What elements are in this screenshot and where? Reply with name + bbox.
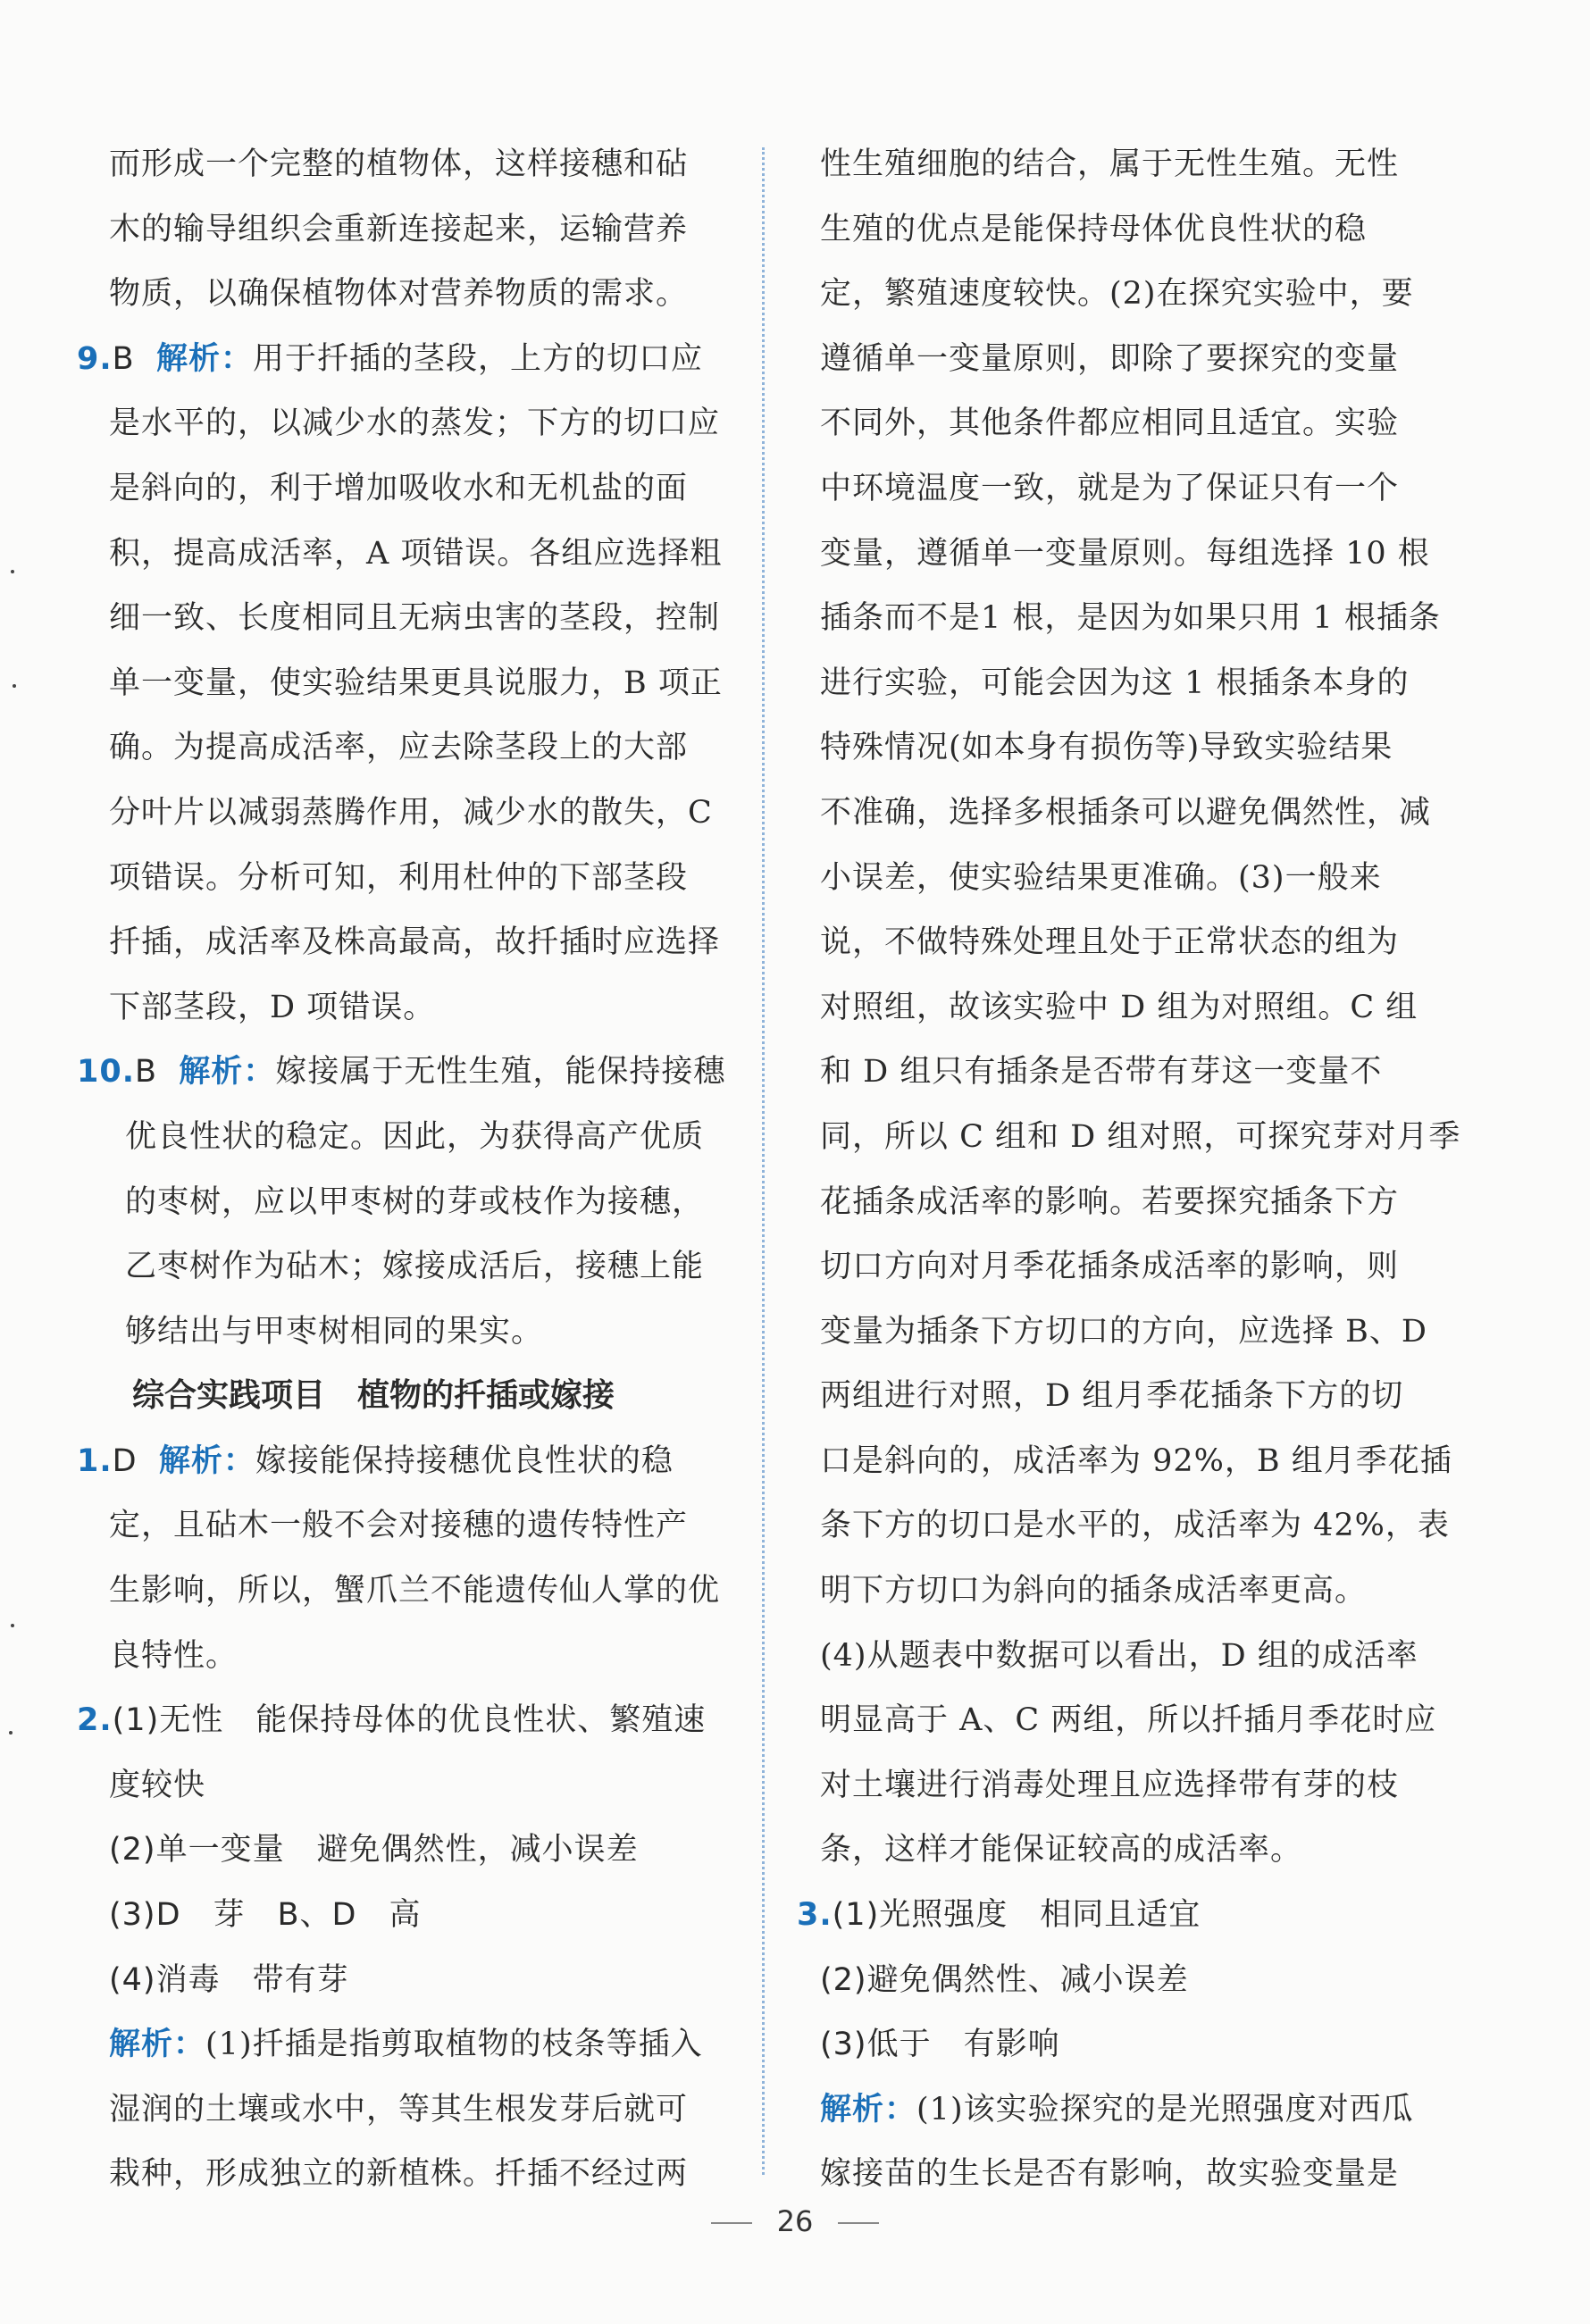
scan-speck bbox=[11, 570, 14, 573]
question-1 bbox=[77, 1429, 734, 1494]
text-line: 不同外，其他条件都应相同且适宜。实验 bbox=[820, 405, 1400, 442]
question-number: 1. bbox=[77, 1442, 113, 1479]
answer: B bbox=[112, 340, 135, 377]
scan-speck bbox=[13, 684, 16, 688]
question-number: 9. bbox=[77, 340, 113, 377]
text-line: 扦插，成活率及株高最高，故扦插时应选择 bbox=[109, 924, 721, 961]
text-line: 切口方向对月季花插条成活率的影响，则 bbox=[820, 1249, 1400, 1285]
analysis-line bbox=[100, 2012, 734, 2077]
page-number: 26 bbox=[776, 2204, 814, 2238]
text-line: 特殊情况(如本身有损伤等)导致实验结果 bbox=[820, 730, 1393, 766]
text-line: 说，不做特殊处理且处于正常状态的组为 bbox=[820, 924, 1400, 961]
text-line: 明显高于 A、C 两组，所以扦插月季花时应 bbox=[820, 1702, 1437, 1739]
question-9 bbox=[77, 327, 734, 392]
text-line: 而形成一个完整的植物体，这样接穗和砧 bbox=[109, 146, 689, 182]
question-2 bbox=[77, 1688, 734, 1753]
page-footer bbox=[0, 2204, 1590, 2238]
scan-speck bbox=[11, 1624, 14, 1627]
text-line: 两组进行对照，D 组月季花插条下方的切 bbox=[820, 1378, 1404, 1415]
text-line: 条，这样才能保证较高的成活率。 bbox=[820, 1832, 1303, 1868]
text-line: 湿润的土壤或水中，等其生根发芽后就可 bbox=[109, 2091, 689, 2128]
text-line: 下部茎段，D 项错误。 bbox=[109, 989, 436, 1025]
footer-dash bbox=[838, 2222, 879, 2224]
text-line: 对照组，故该实验中 D 组为对照组。C 组 bbox=[820, 989, 1418, 1025]
text-line: (1)扦插是指剪取植物的枝条等插入 bbox=[205, 2027, 703, 2063]
answer-line: (3)低于 有影响 bbox=[820, 2027, 1060, 2063]
text-line: 生殖的优点是能保持母体优良性状的稳 bbox=[820, 211, 1368, 247]
analysis-label: 解析： bbox=[179, 1054, 276, 1091]
text-line: 物质，以确保植物体对营养物质的需求。 bbox=[109, 276, 689, 313]
analysis-label: 解析： bbox=[109, 2027, 206, 2063]
answer: B bbox=[135, 1054, 158, 1091]
answer-line: (1)无性 能保持母体的优良性状、繁殖速 bbox=[112, 1702, 707, 1739]
footer-dash bbox=[711, 2222, 752, 2224]
answer-line: (2)避免偶然性、减小误差 bbox=[820, 1961, 1189, 1998]
text-line: 不准确，选择多根插条可以避免偶然性，减 bbox=[820, 794, 1432, 831]
text-line: 定，繁殖速度较快。(2)在探究实验中，要 bbox=[820, 276, 1414, 313]
text-line: 项错误。分析可知，利用杜仲的下部茎段 bbox=[109, 859, 689, 896]
left-column bbox=[77, 132, 734, 2207]
analysis-label: 解析： bbox=[820, 2091, 917, 2128]
text-line: 定，且砧木一般不会对接穗的遗传特性产 bbox=[109, 1508, 689, 1544]
text-line: 口是斜向的，成活率为 92%，B 组月季花插 bbox=[820, 1442, 1452, 1479]
question-number: 2. bbox=[77, 1702, 113, 1739]
question-3 bbox=[797, 1883, 1454, 1948]
section-title: 综合实践项目 植物的扦插或嫁接 bbox=[132, 1377, 615, 1415]
analysis-label: 解析： bbox=[158, 1442, 255, 1479]
text-line: 嫁接苗的生长是否有影响，故实验变量是 bbox=[820, 2156, 1400, 2193]
text-line: 嫁接属于无性生殖，能保持接穗 bbox=[275, 1054, 726, 1091]
text-line: 花插条成活率的影响。若要探究插条下方 bbox=[820, 1183, 1400, 1220]
analysis-line bbox=[820, 2077, 1454, 2143]
text-line: 良特性。 bbox=[109, 1637, 238, 1674]
right-column bbox=[797, 132, 1461, 2207]
text-line: 单一变量，使实验结果更具说服力，B 项正 bbox=[109, 665, 723, 701]
text-line: 变量为插条下方切口的方向，应选择 B、D bbox=[820, 1313, 1427, 1350]
text-line: 小误差，使实验结果更准确。(3)一般来 bbox=[820, 859, 1382, 896]
text-line: 同，所以 C 组和 D 组对照，可探究芽对月季 bbox=[820, 1118, 1461, 1155]
answer-line: 度较快 bbox=[109, 1767, 206, 1803]
column-divider bbox=[762, 147, 765, 2175]
answer: D bbox=[112, 1442, 138, 1479]
text-line: 分叶片以减弱蒸腾作用，减少水的散失，C bbox=[109, 794, 713, 831]
text-line: 条下方的切口是水平的，成活率为 42%，表 bbox=[820, 1508, 1450, 1544]
text-line: 明下方切口为斜向的插条成活率更高。 bbox=[820, 1573, 1368, 1609]
text-line: 积，提高成活率，A 项错误。各组应选择粗 bbox=[109, 535, 723, 572]
text-line: 中环境温度一致，就是为了保证只有一个 bbox=[820, 470, 1400, 506]
text-line: 遵循单一变量原则，即除了要探究的变量 bbox=[820, 340, 1400, 377]
text-line: (4)从题表中数据可以看出，D 组的成活率 bbox=[820, 1637, 1418, 1674]
answer-line: (2)单一变量 避免偶然性，减小误差 bbox=[109, 1832, 639, 1868]
text-line: 栽种，形成独立的新植株。扦插不经过两 bbox=[109, 2156, 689, 2193]
text-line: 和 D 组只有插条是否带有芽这一变量不 bbox=[820, 1054, 1383, 1091]
text-line: 生影响，所以，蟹爪兰不能遗传仙人掌的优 bbox=[109, 1573, 721, 1609]
answer-line: (1)光照强度 相同且适宜 bbox=[832, 1897, 1201, 1934]
text-line: 木的输导组织会重新连接起来，运输营养 bbox=[109, 211, 689, 247]
text-line: 插条而不是1 根，是因为如果只用 1 根插条 bbox=[820, 600, 1441, 637]
text-line: 变量，遵循单一变量原则。每组选择 10 根 bbox=[820, 535, 1430, 572]
text-line: 乙枣树作为砧木；嫁接成活后，接穗上能 bbox=[125, 1249, 705, 1285]
question-10 bbox=[77, 1040, 734, 1105]
text-line: 对土壤进行消毒处理且应选择带有芽的枝 bbox=[820, 1767, 1400, 1803]
scan-speck bbox=[9, 1731, 13, 1735]
text-line: (1)该实验探究的是光照强度对西瓜 bbox=[916, 2091, 1414, 2128]
analysis-label: 解析： bbox=[155, 340, 253, 377]
question-number: 10. bbox=[77, 1054, 136, 1091]
text-line: 进行实验，可能会因为这 1 根插条本身的 bbox=[820, 665, 1410, 701]
text-line: 嫁接能保持接穗优良性状的稳 bbox=[255, 1442, 674, 1479]
text-line: 性生殖细胞的结合，属于无性生殖。无性 bbox=[820, 146, 1400, 182]
text-line: 细一致、长度相同且无病虫害的茎段，控制 bbox=[109, 600, 721, 637]
answer-line: (3)D 芽 B、D 高 bbox=[109, 1897, 422, 1934]
text-line: 确。为提高成活率，应去除茎段上的大部 bbox=[109, 730, 689, 766]
text-line: 是斜向的，利于增加吸收水和无机盐的面 bbox=[109, 470, 689, 506]
text-line: 是水平的，以减少水的蒸发；下方的切口应 bbox=[109, 405, 721, 442]
text-line: 的枣树，应以甲枣树的芽或枝作为接穗， bbox=[125, 1183, 705, 1220]
question-number: 3. bbox=[797, 1897, 833, 1934]
text-line: 用于扦插的茎段，上方的切口应 bbox=[252, 340, 703, 377]
text-line: 优良性状的稳定。因此，为获得高产优质 bbox=[125, 1118, 705, 1155]
answer-line: (4)消毒 带有芽 bbox=[109, 1961, 349, 1998]
text-line: 够结出与甲枣树相同的果实。 bbox=[125, 1313, 544, 1350]
